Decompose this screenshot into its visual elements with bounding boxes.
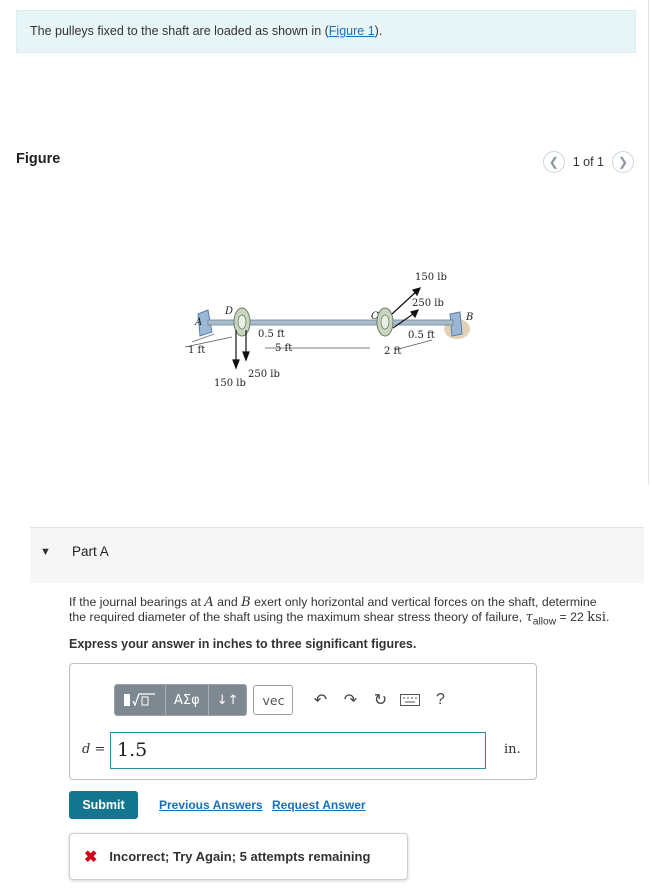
question-equals: = 22 xyxy=(556,610,588,624)
previous-answers-link[interactable]: Previous Answers xyxy=(159,798,263,812)
chevron-left-icon[interactable]: ❮ xyxy=(543,151,565,173)
label-05ft-right: 0.5 ft xyxy=(408,330,435,341)
vec-button[interactable]: vec xyxy=(253,685,293,715)
label-1ft: 1 ft xyxy=(188,345,206,356)
answer-input[interactable]: 1.5 xyxy=(110,732,486,769)
answer-unit: in. xyxy=(504,742,521,757)
answer-eq: = xyxy=(90,742,106,757)
label-2ft: 2 ft xyxy=(384,346,402,357)
answer-box xyxy=(69,663,537,780)
shaft-figure xyxy=(170,262,490,397)
figure-count: 1 of 1 xyxy=(572,155,604,169)
var-a: A xyxy=(204,595,214,610)
templates-icon[interactable] xyxy=(115,685,165,715)
keyboard-icon[interactable] xyxy=(395,685,425,715)
arrows-button[interactable]: ↓↑ xyxy=(208,685,247,715)
question-text xyxy=(69,595,644,629)
label-b: B xyxy=(466,312,474,323)
answer-var: d xyxy=(82,742,91,757)
question-and: and xyxy=(213,595,242,609)
help-button[interactable]: ? xyxy=(436,691,445,708)
reset-icon[interactable]: ↻ xyxy=(373,692,388,709)
label-c: C xyxy=(371,311,379,322)
label-150-top: 150 lb xyxy=(415,272,447,283)
question-text-1: If the journal bearings at xyxy=(69,595,205,609)
chevron-right-icon[interactable]: ❯ xyxy=(612,151,634,173)
request-answer-link[interactable]: Request Answer xyxy=(272,798,366,812)
intro-text: The pulleys fixed to the shaft are loaded as shown in ( xyxy=(30,24,329,38)
label-05ft-left: 0.5 ft xyxy=(258,329,285,340)
divider xyxy=(648,0,649,485)
feedback-box xyxy=(69,833,408,880)
greek-button[interactable]: ΑΣφ xyxy=(165,685,208,715)
pulley-c xyxy=(377,308,393,336)
label-250-top: 250 lb xyxy=(412,298,444,309)
label-a: A xyxy=(195,317,203,328)
submit-button[interactable]: Submit xyxy=(69,791,138,819)
instruction-text: Express your answer in inches to three significant figures. xyxy=(69,637,417,651)
var-b: B xyxy=(241,595,251,610)
question-end: . xyxy=(605,610,610,624)
label-5ft: 5 ft xyxy=(275,343,293,354)
label-250-bottom: 250 lb xyxy=(248,369,280,380)
undo-icon[interactable]: ↶ xyxy=(313,692,328,709)
problem-intro xyxy=(16,10,636,53)
answer-label xyxy=(82,742,105,757)
question-text-3: the required diameter of the shaft using the maximum shear stress theory of failure, xyxy=(69,610,526,624)
caret-down-icon[interactable]: ▼ xyxy=(40,546,51,558)
figure-pager xyxy=(543,151,634,173)
tau-subscript: allow xyxy=(532,616,557,628)
unit-ksi: ksi xyxy=(587,610,606,625)
redo-icon[interactable]: ↷ xyxy=(343,692,358,709)
math-toolbar xyxy=(114,684,455,716)
question-text-2: exert only horizontal and vertical forces on the shaft, determine xyxy=(250,595,597,609)
toolbar-group xyxy=(114,684,247,716)
figure-title: Figure xyxy=(16,151,61,167)
figure-link[interactable]: Figure 1 xyxy=(328,24,375,38)
part-a-label: Part A xyxy=(72,544,109,559)
feedback-message: Incorrect; Try Again; 5 attempts remaining xyxy=(109,849,371,864)
label-d: D xyxy=(225,306,234,317)
error-icon: ✖ xyxy=(84,848,98,866)
part-a-header[interactable] xyxy=(30,527,644,583)
var-tau: τ xyxy=(525,610,533,625)
label-150-bottom: 150 lb xyxy=(214,378,246,389)
intro-text-end: ). xyxy=(374,24,383,38)
